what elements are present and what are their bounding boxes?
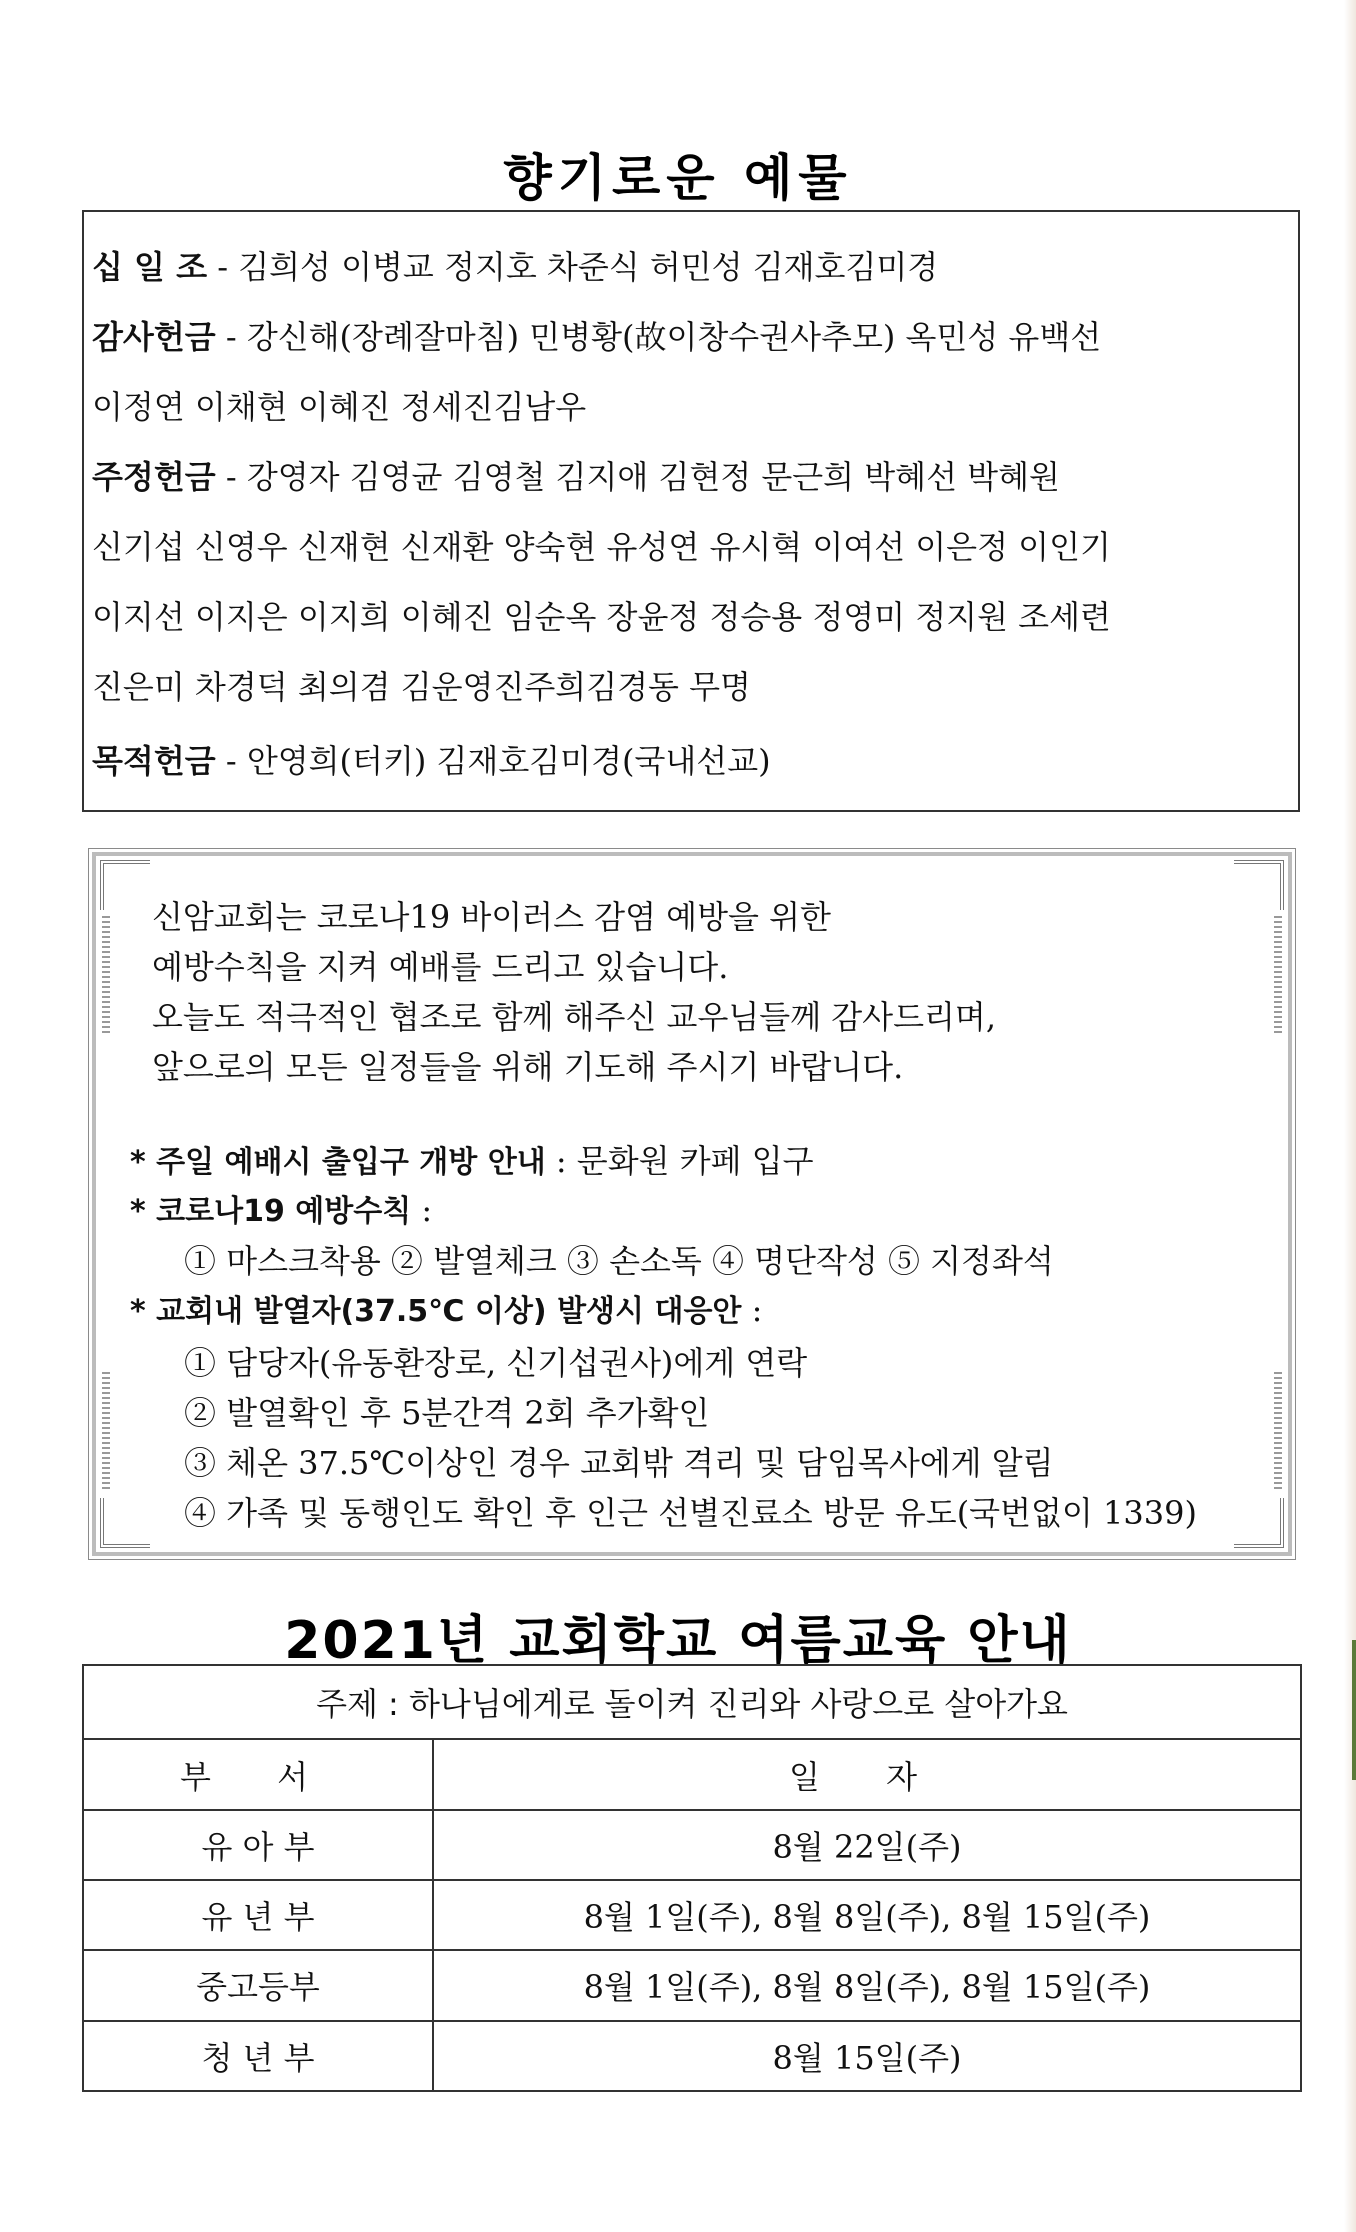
frame-ornament [102, 1372, 110, 1492]
offering-title: 향기로운 예물 [503, 149, 853, 207]
notice-text: 오늘도 적극적인 협조로 함께 해주신 교우님들께 감사드리며, [152, 998, 997, 1036]
entrance-notice [130, 1136, 814, 1182]
dept-cell: 유 아 부 [83, 1810, 433, 1880]
rules-colon: : [411, 1191, 433, 1229]
notice-text: 예방수칙을 지켜 예배를 드리고 있습니다. [152, 948, 729, 986]
table-row [83, 2021, 1301, 2091]
thanks-names-cont: 이정연 이채현 이혜진 정세진김남우 [92, 388, 587, 426]
school-title: 2021년 교회학교 여름교육 안내 [284, 1611, 1072, 1671]
entrance-value: : 문화원 카페 입구 [545, 1142, 814, 1180]
date-cell: 8월 22일(주) [433, 1810, 1301, 1880]
notice-text: 앞으로의 모든 일정들을 위해 기도해 주시기 바랍니다. [152, 1048, 904, 1086]
date-cell: 8월 15일(주) [433, 2021, 1301, 2091]
fever-step: ① 담당자(유동환장로, 신기섭권사)에게 연락 [184, 1344, 808, 1382]
header-date: 일 자 [433, 1739, 1301, 1809]
dept-cell: 청 년 부 [83, 2021, 433, 2091]
frame-corner [1234, 860, 1284, 910]
frame-corner [1234, 1498, 1284, 1548]
rules-items: ① 마스크착용 ② 발열체크 ③ 손소독 ④ 명단작성 ⑤ 지정좌석 [184, 1242, 1054, 1280]
theme-cell: 주제 : 하나님에게로 돌이켜 진리와 사랑으로 살아가요 [83, 1665, 1301, 1739]
weekly-names-cont: 신기섭 신영우 신재현 신재환 양숙현 유성연 유시혁 이여선 이은정 이인기 [92, 528, 1111, 566]
thanks-line [92, 312, 1101, 358]
table-header-row [83, 1739, 1301, 1809]
tithe-line [92, 242, 938, 288]
weekly-label: 주정헌금 [92, 458, 216, 496]
purpose-label: 목적헌금 [92, 742, 216, 780]
dept-cell: 유 년 부 [83, 1880, 433, 1950]
covid-notice-box [92, 852, 1292, 1556]
frame-ornament [102, 916, 110, 1036]
table-row [83, 1950, 1301, 2020]
purpose-names: - 안영희(터키) 김재호김미경(국내선교) [215, 742, 771, 780]
fever-step: ④ 가족 및 동행인도 확인 후 인근 선별진료소 방문 유도(국번없이 1339) [184, 1494, 1197, 1532]
weekly-line [92, 452, 1060, 498]
fever-colon: : [741, 1291, 763, 1329]
weekly-names: - 강영자 김영균 김영철 김지애 김현정 문근희 박혜선 박혜원 [215, 458, 1060, 496]
purpose-line [92, 736, 771, 782]
offering-box [82, 210, 1300, 812]
header-dept: 부 서 [83, 1739, 433, 1809]
schedule-table [82, 1664, 1302, 2092]
rules-label: * 코로나19 예방수칙 [130, 1194, 412, 1229]
fever-step: ② 발열확인 후 5분간격 2회 추가확인 [184, 1394, 710, 1432]
weekly-names-cont: 진은미 차경덕 최의겸 김운영진주희김경동 무명 [92, 668, 751, 706]
fever-heading [130, 1286, 762, 1330]
tithe-label: 십 일 조 [92, 248, 208, 286]
tithe-names: - 김희성 이병교 정지호 차준식 허민성 김재호김미경 [207, 248, 939, 286]
table-row [83, 1810, 1301, 1880]
notice-text: 신암교회는 코로나19 바이러스 감염 예방을 위한 [152, 898, 831, 936]
frame-ornament [1274, 916, 1282, 1036]
thanks-label: 감사헌금 [92, 318, 216, 356]
table-row [83, 1880, 1301, 1950]
date-cell: 8월 1일(주), 8월 8일(주), 8월 15일(주) [433, 1880, 1301, 1950]
weekly-names-cont: 이지선 이지은 이지희 이혜진 임순옥 장윤정 정승용 정영미 정지원 조세련 [92, 598, 1111, 636]
frame-corner [100, 1498, 150, 1548]
frame-corner [100, 860, 150, 910]
entrance-label: * 주일 예배시 출입구 개방 안내 [130, 1145, 546, 1180]
rules-heading [130, 1186, 432, 1230]
frame-ornament [1274, 1372, 1282, 1492]
dept-cell: 중고등부 [83, 1950, 433, 2020]
date-cell: 8월 1일(주), 8월 8일(주), 8월 15일(주) [433, 1950, 1301, 2020]
page-edge [1344, 0, 1356, 2232]
table-row [83, 1665, 1301, 1739]
thanks-names: - 강신해(장례잘마침) 민병황(故이창수권사추모) 옥민성 유백선 [215, 318, 1102, 356]
fever-step: ③ 체온 37.5℃이상인 경우 교회밖 격리 및 담임목사에게 알림 [184, 1444, 1054, 1482]
fever-label: * 교회내 발열자(37.5℃ 이상) 발생시 대응안 [130, 1294, 742, 1329]
